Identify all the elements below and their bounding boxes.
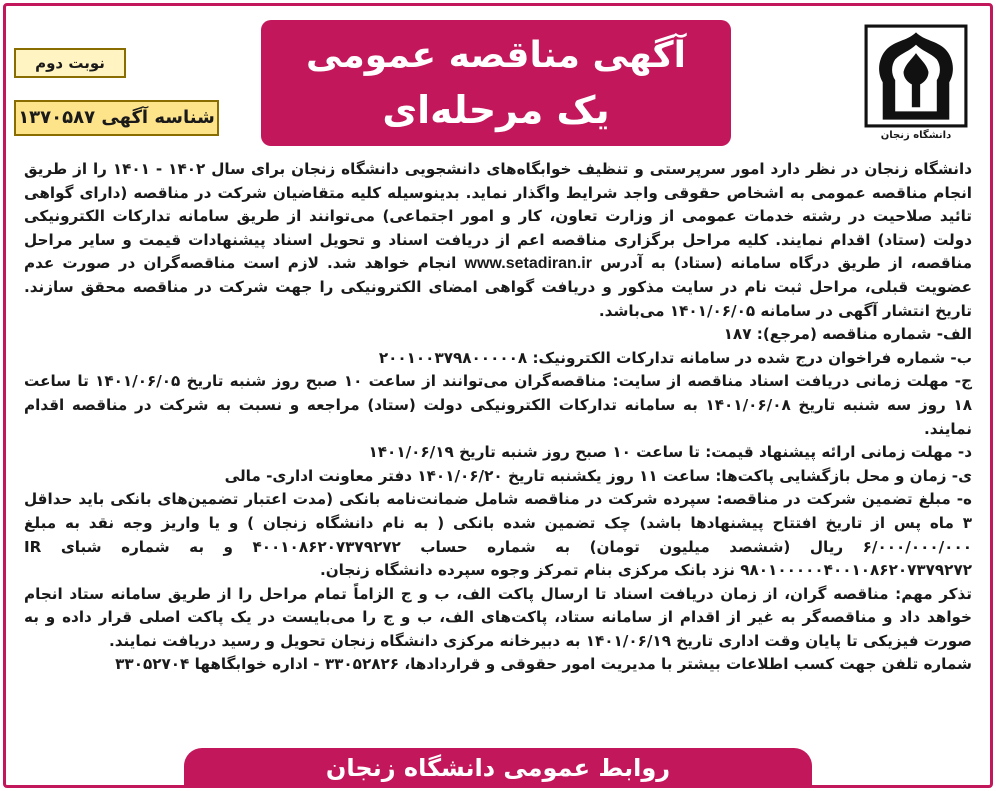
setad-url-link[interactable]: www.setadiran.ir — [464, 255, 592, 273]
item-j: ج- مهلت زمانی دریافت اسناد مناقصه از سایت: مناقصه‌گران می‌توانند از ساعت ۱۰ صبح روز شنبه تاریخ ۱۴۰۱/۰۶/۰۵ تا ساعت ۱۸ روز سه شنبه تاریخ ۱۴۰۱/۰۶/۰۸ به سامانه تدارکات الکترونیکی دولت (ستاد) مراجعه و نسبت به شرکت در مناقصه اقدام نمایند. — [24, 372, 973, 438]
ad-header — [6, 6, 990, 156]
ad-frame — [3, 3, 993, 788]
intro-text-1: دانشگاه زنجان در نظر دارد امور سرپرستی و تنظیف خوابگاه‌های دانشجویی دانشگاه زنجان برای سال ۱۴۰۲ - ۱۴۰۱ را از طریق انجام مناقصه عمومی به اشخاص حقوقی واجد شرایط واگذار نماید. بدینوسیله کلیه متقاضیان شرکت در مناقصه (دارای گواهی تائید صلاحیت در رشته خدمات عمومی از وزارت تعاون، کار و امور اجتماعی) می‌توانند از طریق سامانه تدارکات الکترونیکی دولت (ستاد) اقدام نمایند. کلیه مراحل برگزاری مناقصه اعم از دریافت اسناد و تحویل اسناد پیشنهادات قیمت و سایر مراحل مناقصه، از طریق درگاه سامانه (ستاد) به آدرس — [24, 160, 973, 273]
intro-text-2: انجام خواهد شد. لازم است مناقصه‌گران در صورت عدم عضویت قبلی، مراحل ثبت نام در سایت مذکور و دریافت گواهی امضای الکترونیکی را جهت شرکت در مناقصه محقق سازند. تاریخ انتشار آگهی در سامانه ۱۴۰۱/۰۶/۰۵ می‌باشد. — [24, 254, 972, 320]
page-title: آگهی مناقصه عمومی — [306, 35, 686, 76]
page-subtitle: یک مرحله‌ای — [382, 88, 610, 132]
item-a: الف- شماره مناقصه (مرجع): ۱۸۷ — [723, 325, 972, 344]
contact-info: شماره تلفن جهت کسب اطلاعات بیشتر با مدیریت امور حقوقی و قراردادها، ۳۳۰۵۲۸۲۶ - اداره خوابگاهها ۳۳۰۵۲۷۰۴ — [115, 655, 972, 674]
important-note: تذکر مهم: مناقصه گران، از زمان دریافت اسناد تا ارسال پاکت الف، ب و ج الزاماً تمام مراحل را از طریق سامانه ستاد انجام خواهد داد و مناقصه‌گر به غیر از اقدام از سامانه ستاد، پاکت‌های الف، ب و ج را می‌بایست در یک پاکت اصلی قرار داده و به صورت فیزیکی تا پایان وقت اداری تاریخ ۱۴۰۱/۰۶/۱۹ به دبیرخانه مرکزی دانشگاه زنجان تحویل و رسید دریافت نمایند. — [24, 584, 972, 650]
item-y: ی- زمان و محل بازگشایی پاکت‌ها: ساعت ۱۱ روز یکشنبه تاریخ ۱۴۰۱/۰۶/۲۰ دفتر معاونت اداری- مالی — [224, 466, 972, 485]
item-d: د- مهلت زمانی ارائه پیشنهاد قیمت: تا ساعت ۱۰ صبح روز شنبه تاریخ ۱۴۰۱/۰۶/۱۹ — [368, 443, 972, 462]
university-logo — [856, 24, 976, 152]
round-badge: نوبت دوم — [14, 48, 126, 78]
item-h: ه- مبلغ تضمین شرکت در مناقصه: سپرده شرکت در مناقصه شامل ضمانت‌نامه بانکی (مدت اعتبار تضمین‌های بانکی باید حداقل ۳ ماه پس از تاریخ افتتاح پیشنهادها باشد) چک تضمین شده بانکی ( به نام دانشگاه زنجان ) و یا واریز وجه نقد به مبلغ ۶/۰۰۰/۰۰۰/۰۰۰ ریال (ششصد میلیون تومان) به شماره حساب ۴۰۰۱۰۸۶۲۰۷۳۷۹۲۷۲ و به شماره شبای IR ۹۸۰۱۰۰۰۰۰۴۰۰۱۰۸۶۲۰۷۳۷۹۲۷۲ نزد بانک مرکزی بنام تمرکز وجوه سپرده دانشگاه زنجان. — [24, 490, 972, 580]
title-banner — [261, 20, 731, 146]
intro-paragraph — [24, 158, 972, 323]
university-of-zanjan-logo-icon — [864, 24, 968, 128]
item-b: ب- شماره فراخوان درج شده در سامانه تدارکات الکترونیک: ۲۰۰۱۰۰۳۷۹۸۰۰۰۰۰۸ — [378, 348, 972, 367]
footer-banner: روابط عمومی دانشگاه زنجان — [184, 748, 812, 788]
ad-code-badge: شناسه آگهی ۱۳۷۰۵۸۷ — [14, 100, 219, 136]
ad-body — [24, 158, 972, 677]
logo-caption: دانشگاه زنجان — [880, 130, 952, 141]
